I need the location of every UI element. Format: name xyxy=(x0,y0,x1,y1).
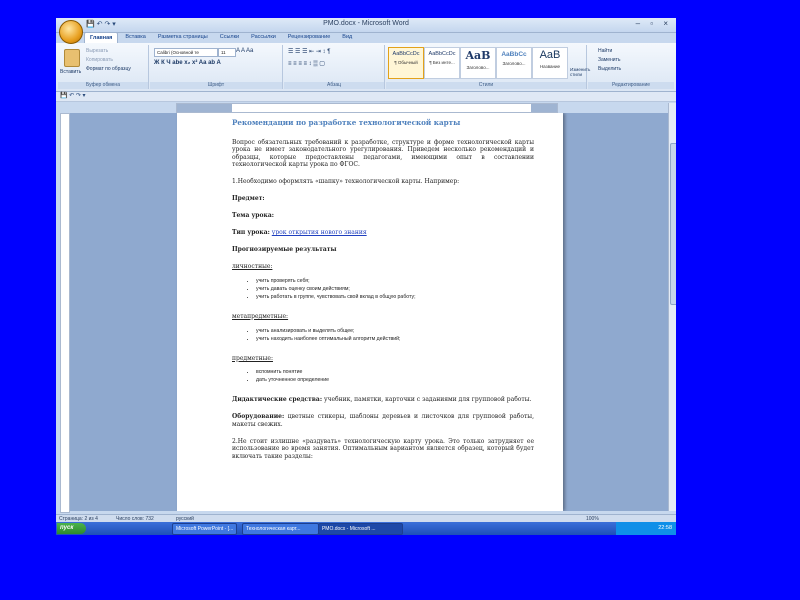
style-heading-1[interactable] xyxy=(460,47,496,79)
style-normal[interactable] xyxy=(388,47,424,79)
vertical-scrollbar[interactable] xyxy=(668,103,676,511)
word-count[interactable]: Число слов: 732 xyxy=(116,516,154,522)
find-button[interactable]: Найти xyxy=(598,48,613,54)
tab-home[interactable]: Главная xyxy=(84,32,118,43)
style-sample: AaBbCcDc xyxy=(392,51,420,57)
zoom-level[interactable]: 100% xyxy=(586,516,599,522)
style-sample: AaBbCc xyxy=(501,51,527,58)
subject-results-label: предметные: xyxy=(232,354,273,362)
didactic-line xyxy=(232,396,534,404)
meta-results-label: метапредметные: xyxy=(232,312,289,320)
lesson-type-label: Тип урока: xyxy=(232,228,270,236)
font-group-label: Шрифт xyxy=(150,82,282,89)
page-count[interactable]: Страница: 2 из 4 xyxy=(59,516,98,522)
style-name: ¶ Без инте... xyxy=(429,60,455,65)
equipment-text: цветные стикеры, шаблоны деревьев и листочков для групповой работы, макеты свежих. xyxy=(232,413,534,428)
task-tech-map[interactable]: Технологическая карт... xyxy=(242,523,319,535)
clipboard-group-label: Буфер обмена xyxy=(58,82,148,89)
document-content xyxy=(232,119,534,470)
topic-label: Тема урока: xyxy=(232,212,274,220)
list-item: • учить находить наиболее оптимальный алгоритм действий; xyxy=(256,335,534,343)
cut-button[interactable]: Вырезать xyxy=(86,48,109,54)
editing-group-label: Редактирование xyxy=(588,82,674,89)
style-name: Заголово... xyxy=(502,61,526,66)
paragraph-group-label: Абзац xyxy=(284,82,384,89)
ribbon xyxy=(56,43,676,92)
list-item: • дать уточненное определение xyxy=(256,376,534,384)
styles-group-label: Стили xyxy=(386,82,586,89)
document-page[interactable] xyxy=(177,113,563,511)
format-painter-button[interactable]: Формат по образцу xyxy=(86,66,131,72)
task-powerpoint[interactable]: Microsoft PowerPoint - [... xyxy=(172,523,237,535)
editing-group xyxy=(588,45,674,89)
ruler-right-margin xyxy=(531,104,557,112)
clipboard-group xyxy=(58,45,149,89)
list-item: • учить проверять себя; xyxy=(256,277,534,285)
tab-insert[interactable]: Вставка xyxy=(125,34,146,40)
office-button[interactable] xyxy=(59,20,83,44)
personal-results-label: личностные: xyxy=(232,262,273,270)
start-button[interactable]: пуск xyxy=(57,523,86,534)
align-buttons[interactable]: ≡ ≡ ≡ ≡ ↕ ▒ ▢ xyxy=(288,61,325,67)
style-name: ¶ Обычный xyxy=(394,60,418,65)
paragraph-intro: Вопрос обязательных требований к разработке, структуре и форме технологической карты урока не имеет законодательного урегулирования. Приведем несколько рекомендаций и образцы, которые предоставлены педагогами, имеющими опыт в составлении технологической карты урока по ФГОС. xyxy=(232,138,534,169)
paste-button[interactable]: Вставить xyxy=(60,69,82,75)
horizontal-ruler[interactable] xyxy=(176,103,558,113)
meta-results-list xyxy=(232,327,534,343)
tab-mailings[interactable]: Рассылки xyxy=(251,34,276,40)
style-no-spacing[interactable] xyxy=(424,47,460,79)
font-size-select[interactable]: 11 xyxy=(218,48,236,57)
paragraph-structure: 2.Не стоит излишне «раздувать» технологическую карту урока. Это только затрудняет ее использование во время занятия. Оптимальным вариантом является образец, который будет включать такие разделы: xyxy=(232,437,534,460)
task-word[interactable]: РМО.docx - Microsoft ... xyxy=(318,523,403,535)
list-buttons[interactable]: ☰ ☰ ☰ ⇤ ⇥ ↕ ¶ xyxy=(288,49,331,55)
tab-view[interactable]: Вид xyxy=(342,34,353,40)
tab-review[interactable]: Рецензирование xyxy=(287,34,331,40)
tab-page-layout[interactable]: Разметка страницы xyxy=(157,34,208,40)
title-bar xyxy=(56,18,676,33)
window-title: РМО.docx - Microsoft Word xyxy=(323,20,409,27)
vertical-ruler[interactable] xyxy=(60,113,70,513)
didactic-text: учебник, памятки, карточки с заданиями для групповой работы. xyxy=(322,396,532,404)
window-controls[interactable]: – ▫ × xyxy=(635,19,672,28)
document-heading: Рекомендации по разработке технологической карты xyxy=(232,118,461,127)
font-format-buttons[interactable]: Ж К Ч abe x₂ x² Aa ab A xyxy=(154,60,221,66)
taskbar xyxy=(56,522,676,535)
style-sample: AaBbCcDc xyxy=(428,51,456,57)
language-indicator[interactable]: русский xyxy=(176,516,194,522)
style-name: Заголово... xyxy=(466,65,490,70)
style-sample: AaB xyxy=(465,49,491,62)
paragraph-group xyxy=(284,45,385,89)
font-grow-buttons[interactable]: A A Aa xyxy=(236,48,254,54)
list-item: • вспомнить понятие xyxy=(256,368,534,376)
style-heading-2[interactable] xyxy=(496,47,532,79)
list-item: • учить давать оценку своим действиям; xyxy=(256,285,534,293)
lesson-type-line xyxy=(232,229,534,237)
ruler-left-margin xyxy=(177,104,232,112)
change-styles-button[interactable]: Изменить стили xyxy=(570,67,591,77)
lesson-type-link[interactable]: урок открытия нового знания xyxy=(271,228,367,236)
replace-button[interactable]: Заменить xyxy=(598,57,621,63)
paste-icon[interactable] xyxy=(64,49,80,67)
document-area xyxy=(70,113,668,511)
didactic-label: Дидактические средства: xyxy=(232,396,323,404)
results-heading: Прогнозируемые результаты xyxy=(232,245,337,253)
style-title[interactable] xyxy=(532,47,568,79)
equipment-line xyxy=(232,413,534,428)
qat-buttons[interactable]: 💾 ↶ ↷ ▾ xyxy=(60,93,86,99)
quick-access-bar xyxy=(56,92,676,102)
quick-access-toolbar[interactable]: 💾 ↶ ↷ ▾ xyxy=(86,21,116,28)
tab-references[interactable]: Ссылки xyxy=(219,34,240,40)
paragraph-header-note: 1.Необходимо оформлять «шапку» технологической карты. Например: xyxy=(232,178,460,186)
desktop-screen xyxy=(56,18,676,535)
subject-results-list xyxy=(232,368,534,384)
styles-group xyxy=(386,45,591,89)
list-item: • учить работать в группе, чувствовать свой вклад в общую работу; xyxy=(256,293,534,301)
copy-button[interactable]: Копировать xyxy=(86,57,113,63)
select-button[interactable]: Выделить xyxy=(598,66,622,72)
font-name-select[interactable]: Calibri (Основной те xyxy=(154,48,218,57)
personal-results-list xyxy=(232,277,534,301)
ribbon-tabs xyxy=(84,32,357,43)
scrollbar-thumb[interactable] xyxy=(670,143,676,305)
subject-label: Предмет: xyxy=(232,195,265,203)
list-item: • учить анализировать и выделять общее; xyxy=(256,327,534,335)
style-sample: AaB xyxy=(539,49,561,61)
equipment-label: Оборудование: xyxy=(232,413,285,421)
style-name: Название xyxy=(539,64,561,69)
system-tray-clock[interactable]: 22:58 xyxy=(616,522,676,535)
font-group xyxy=(150,45,283,89)
